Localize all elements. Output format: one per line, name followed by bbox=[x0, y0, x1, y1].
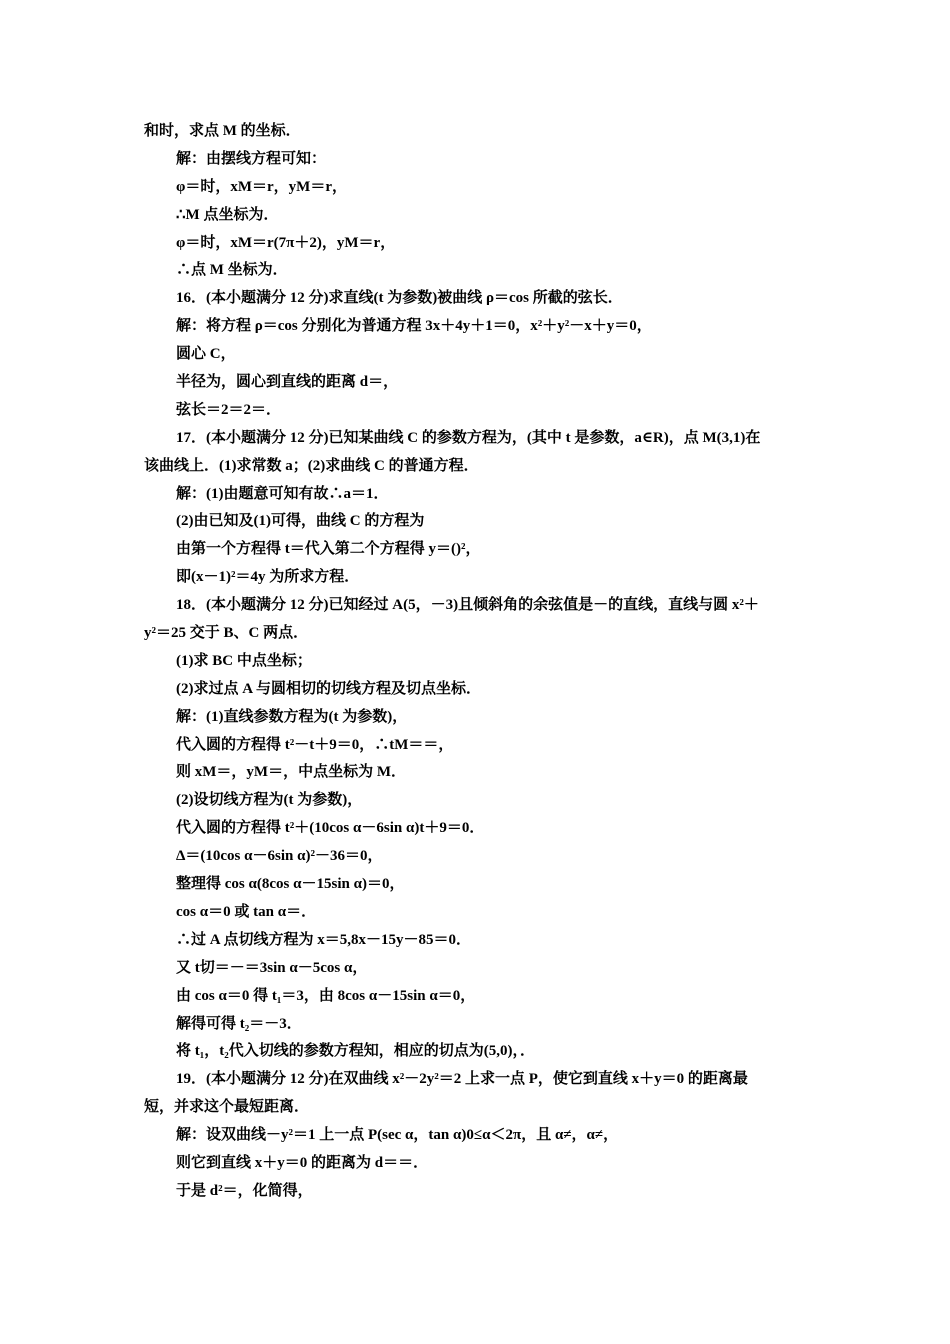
text-line: ∴过 A 点切线方程为 x＝5,8x－15y－85＝0． bbox=[176, 931, 472, 948]
text-line: 解：设双曲线－y²＝1 上一点 P(sec α，tan α)0≤α＜2π，且 α≠，α≠， bbox=[176, 1127, 619, 1144]
text-line: 19．(本小题满分 12 分)在双曲线 x²－2y²＝2 上求一点 P，使它到直线 x＋y＝0 的距离最 bbox=[176, 1071, 748, 1088]
text-line: 即(x－1)²＝4y 为所求方程． bbox=[176, 569, 360, 586]
text-line: Δ＝(10cos α－6sin α)²－36＝0， bbox=[176, 848, 383, 865]
text-line: 17．(本小题满分 12 分)已知某曲线 C 的参数方程为，(其中 t 是参数，a∈R)，点 M(3,1)在 bbox=[176, 429, 761, 446]
text-line: 将 t₁，t₂代入切线的参数方程知，相应的切点为(5,0)，． bbox=[176, 1043, 535, 1060]
text-line: (1)求 BC 中点坐标； bbox=[176, 652, 312, 669]
text-line: 则它到直线 x＋y＝0 的距离为 d＝＝． bbox=[176, 1154, 429, 1171]
text-line: φ＝时，xM＝r(7π＋2)，yM＝r， bbox=[176, 234, 396, 251]
text-line: 整理得 cos α(8cos α－15sin α)＝0， bbox=[176, 876, 405, 893]
text-line: 半径为，圆心到直线的距离 d＝， bbox=[176, 374, 399, 391]
text-line: 16．(本小题满分 12 分)求直线(t 为参数)被曲线 ρ＝cos 所截的弦长． bbox=[176, 290, 623, 307]
text-line: 代入圆的方程得 t²－t＋9＝0，∴tM＝＝， bbox=[176, 736, 454, 753]
text-line: ∴点 M 坐标为． bbox=[176, 262, 288, 279]
text-line: 和时，求点 M 的坐标． bbox=[144, 123, 301, 139]
text-line: (2)求过点 A 与圆相切的切线方程及切点坐标． bbox=[176, 680, 481, 697]
text-line: 解：将方程 ρ＝cos 分别化为普通方程 3x＋4y＋1＝0，x²＋y²－x＋y＝0， bbox=[176, 318, 652, 335]
text-line: 于是 d²＝，化简得， bbox=[176, 1182, 313, 1199]
text-line: φ＝时，xM＝r，yM＝r， bbox=[176, 178, 347, 195]
text-line: ∴M 点坐标为． bbox=[176, 206, 279, 223]
text-line: 弦长＝2＝2＝． bbox=[176, 401, 282, 418]
text-line: (2)设切线方程为(t 为参数)， bbox=[176, 792, 363, 809]
text-line: 则 xM＝，yM＝，中点坐标为 M． bbox=[176, 764, 406, 781]
text-line: 解：(1)直线参数方程为(t 为参数)， bbox=[176, 708, 408, 725]
text-line: 由 cos α＝0 得 t₁＝3，由 8cos α－15sin α＝0， bbox=[176, 987, 476, 1004]
text-line: 由第一个方程得 t＝代入第二个方程得 y＝()²， bbox=[176, 541, 481, 558]
text-line: 18．(本小题满分 12 分)已知经过 A(5，－3)且倾斜角的余弦值是－的直线，直线与圆 x²＋ bbox=[176, 597, 759, 614]
text-line: cos α＝0 或 tan α＝． bbox=[176, 903, 317, 920]
document-body bbox=[144, 118, 812, 1206]
text-line: (2)由已知及(1)可得，曲线 C 的方程为 bbox=[176, 513, 425, 530]
text-line: 解：由摆线方程可知： bbox=[176, 150, 327, 167]
text-line: y²＝25 交于 B、C 两点． bbox=[144, 625, 309, 642]
text-line: 短，并求这个最短距离． bbox=[144, 1099, 310, 1116]
text-line: 代入圆的方程得 t²＋(10cos α－6sin α)t＋9＝0． bbox=[176, 820, 485, 837]
document-page bbox=[144, 118, 812, 1206]
text-line: 又 t切＝－＝3sin α－5cos α， bbox=[176, 959, 368, 976]
text-line: 圆心 C， bbox=[176, 346, 236, 363]
text-line: 解：(1)由题意可知有故∴a＝1． bbox=[176, 485, 389, 502]
text-line: 该曲线上．(1)求常数 a；(2)求曲线 C 的普通方程． bbox=[144, 457, 479, 474]
text-line: 解得可得 t₂＝－3． bbox=[176, 1015, 302, 1032]
